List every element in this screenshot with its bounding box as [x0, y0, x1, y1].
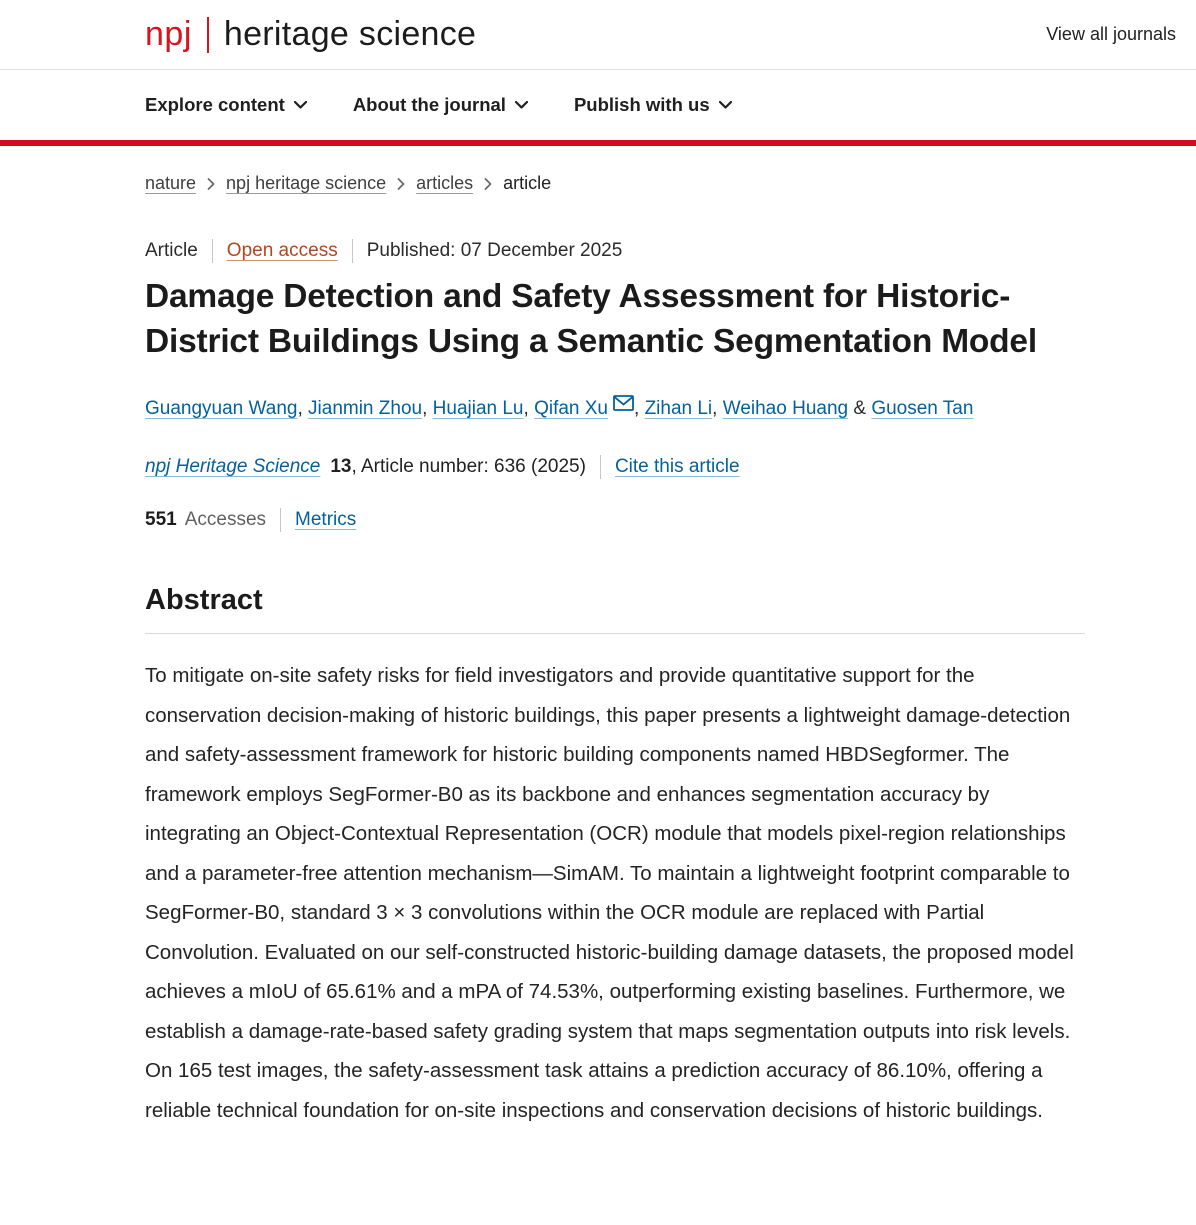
chevron-right-icon	[397, 178, 405, 190]
journal-logo[interactable]	[145, 15, 476, 54]
author-separator: ,	[523, 398, 535, 419]
nav-item-label: Explore content	[145, 94, 285, 115]
nav-item-about-journal[interactable]	[353, 94, 528, 116]
breadcrumb-link-nature[interactable]: nature	[145, 173, 197, 193]
breadcrumb-current-article: article	[503, 173, 552, 193]
author-separator: ,	[297, 398, 309, 419]
main-nav	[0, 70, 1196, 140]
section-divider	[145, 633, 1085, 634]
journal-title-link[interactable]: npj Heritage Science	[145, 456, 321, 477]
logo-journal-text: heritage science	[223, 15, 477, 53]
article-meta-row	[145, 239, 1085, 263]
nav-item-label: About the journal	[352, 94, 506, 115]
breadcrumb	[145, 173, 1085, 194]
chevron-right-icon	[484, 178, 492, 190]
author-link[interactable]: Huajian Lu	[432, 398, 524, 419]
divider	[600, 455, 601, 479]
abstract-text: To mitigate on-site safety risks for field investigators and provide quantitative support for the conservation decision-making of historic buildings, this paper presents a lightweight damage-detection and safety-assessment framework for historic building components named HBDSegformer. The framework employs SegFormer-B0 as its backbone and enhances segmentation accuracy by integrating an Object-Contextual Representation (OCR) module that models pixel-region relationships and a parameter-free attention mechanism—SimAM. To maintain a lightweight footprint comparable to SegFormer-B0, standard 3 × 3 convolutions within the OCR module are replaced with Partial Convolution. Evaluated on our self-constructed historic-building damage datasets, the proposed model achieves a mIoU of 65.61% and a mPA of 74.53%, outperforming existing baselines. Furthermore, we establish a damage-rate-based safety grading system that maps segmentation outputs into risk levels. On 165 test images, the safety-assessment task attains a prediction accuracy of 86.10%, offering a reliable technical foundation for on-site inspections and conservation decisions of historic buildings.	[145, 664, 1074, 1122]
logo-divider	[207, 17, 209, 53]
author-separator: &	[848, 398, 872, 419]
divider	[212, 239, 213, 263]
nav-item-label: Publish with us	[573, 94, 710, 115]
nav-item-publish-with-us[interactable]	[574, 94, 732, 116]
article-number-text: , Article number: 636 (2025)	[351, 456, 586, 477]
breadcrumb-link-articles[interactable]: articles	[416, 173, 474, 193]
breadcrumb-link-journal[interactable]: npj heritage science	[226, 173, 387, 193]
logo-npj-text: npj	[145, 15, 192, 53]
author-separator: ,	[712, 398, 723, 419]
author-separator: ,	[634, 398, 645, 419]
author-separator: ,	[422, 398, 433, 419]
chevron-down-icon	[515, 101, 528, 109]
metrics-row	[145, 508, 1085, 532]
author-link[interactable]: Guosen Tan	[871, 398, 974, 419]
volume-number: 13	[330, 456, 352, 477]
article-title: Damage Detection and Safety Assessment for Historic-District Buildings Using a Semantic Segmentation Model	[145, 278, 1037, 360]
accesses-label: Accesses	[184, 509, 267, 530]
author-link[interactable]: Guangyuan Wang	[145, 398, 298, 419]
site-header	[0, 0, 1196, 70]
author-list	[145, 394, 1085, 424]
abstract-section	[145, 584, 1085, 1130]
chevron-down-icon	[719, 101, 732, 109]
author-link[interactable]: Weihao Huang	[722, 398, 849, 419]
divider	[280, 508, 281, 532]
article-page	[0, 173, 1196, 1170]
metrics-link[interactable]: Metrics	[295, 509, 357, 530]
published-date: Published: 07 December 2025	[366, 240, 623, 261]
chevron-right-icon	[207, 178, 215, 190]
envelope-icon[interactable]	[613, 395, 634, 411]
nav-item-explore-content[interactable]	[145, 94, 307, 116]
cite-this-article-link[interactable]: Cite this article	[614, 456, 740, 477]
chevron-down-icon	[294, 101, 307, 109]
citation-row	[145, 455, 1085, 479]
abstract-heading: Abstract	[145, 584, 263, 616]
author-link[interactable]: Jianmin Zhou	[308, 398, 423, 419]
divider	[352, 239, 353, 263]
author-link[interactable]: Qifan Xu	[534, 398, 608, 419]
author-link[interactable]: Zihan Li	[644, 398, 713, 419]
view-all-journals-link[interactable]: View all journals	[1046, 24, 1176, 44]
article-type-label: Article	[145, 240, 198, 261]
brand-red-bar	[0, 140, 1196, 146]
open-access-link[interactable]: Open access	[226, 240, 338, 261]
accesses-count: 551	[145, 509, 177, 530]
